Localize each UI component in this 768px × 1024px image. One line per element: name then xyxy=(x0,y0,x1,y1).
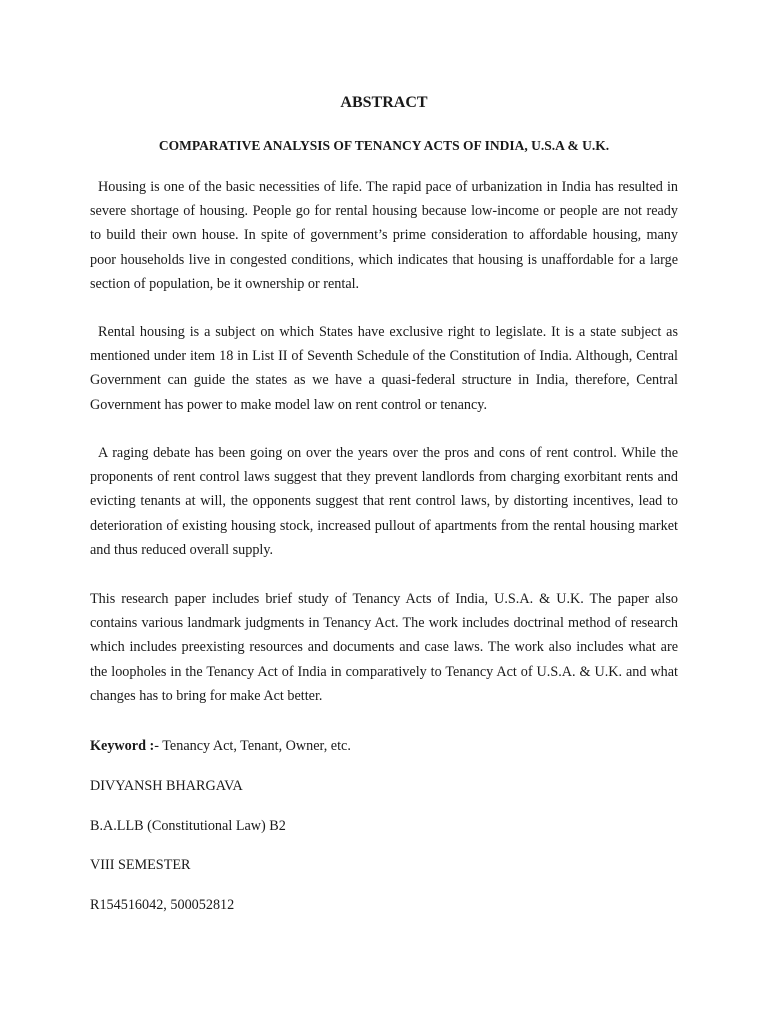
paper-subtitle: COMPARATIVE ANALYSIS OF TENANCY ACTS OF INDIA, U.S.A & U.K. xyxy=(158,138,610,153)
student-ids: R154516042, 500052812 xyxy=(90,897,235,913)
paragraph-rent-control-debate: A raging debate has been going on over the years over the pros and cons of rent control. While the proponents of rent control laws suggest that they prevent landlords from charging exorbitant rents and evicting tenants at will, the opponents suggest that rent control laws, by distorting incentives, lead to deterioration of existing housing stock, increased pullout of apartments from the rental housing market and thus reduced overall supply. xyxy=(90,445,678,558)
author-name: DIVYANSH BHARGAVA xyxy=(90,778,243,794)
paragraph-housing: Housing is one of the basic necessities of life. The rapid pace of urbanization in India has resulted in severe shortage of housing. People go for rental housing because low-income or people are not ready to build their own house. In spite of government’s prime consideration to affordable housing, many poor households live in congested conditions, which indicates that housing is unaffordable for a large section of population, be it ownership or rental. xyxy=(90,179,678,292)
paragraph-rental-housing: Rental housing is a subject on which States have exclusive right to legislate. It is a state subject as mentioned under item 18 in List II of Seventh Schedule of the Constitution of India. Although, Central Government can guide the states as we have a quasi-federal structure in India, therefore, Central Government has power to make model law on rent control or tenancy. xyxy=(90,324,678,413)
keywords-text: - Tenancy Act, Tenant, Owner, etc. xyxy=(154,738,351,754)
paragraph-research-scope: This research paper includes brief study of Tenancy Acts of India, U.S.A. & U.K. The paper also contains various landmark judgments in Tenancy Act. The work includes doctrinal method of research which includes preexisting resources and documents and case laws. The work also includes what are the loopholes in the Tenancy Act of India in comparatively to Tenancy Act of U.S.A. & U.K. and what changes has to bring for make Act better. xyxy=(90,591,678,704)
abstract-heading: ABSTRACT xyxy=(340,94,428,111)
semester: VIII SEMESTER xyxy=(90,857,191,873)
keywords-line xyxy=(90,737,351,755)
course-name: B.A.LLB (Constitutional Law) B2 xyxy=(90,818,286,834)
keywords-label: Keyword : xyxy=(90,738,155,754)
